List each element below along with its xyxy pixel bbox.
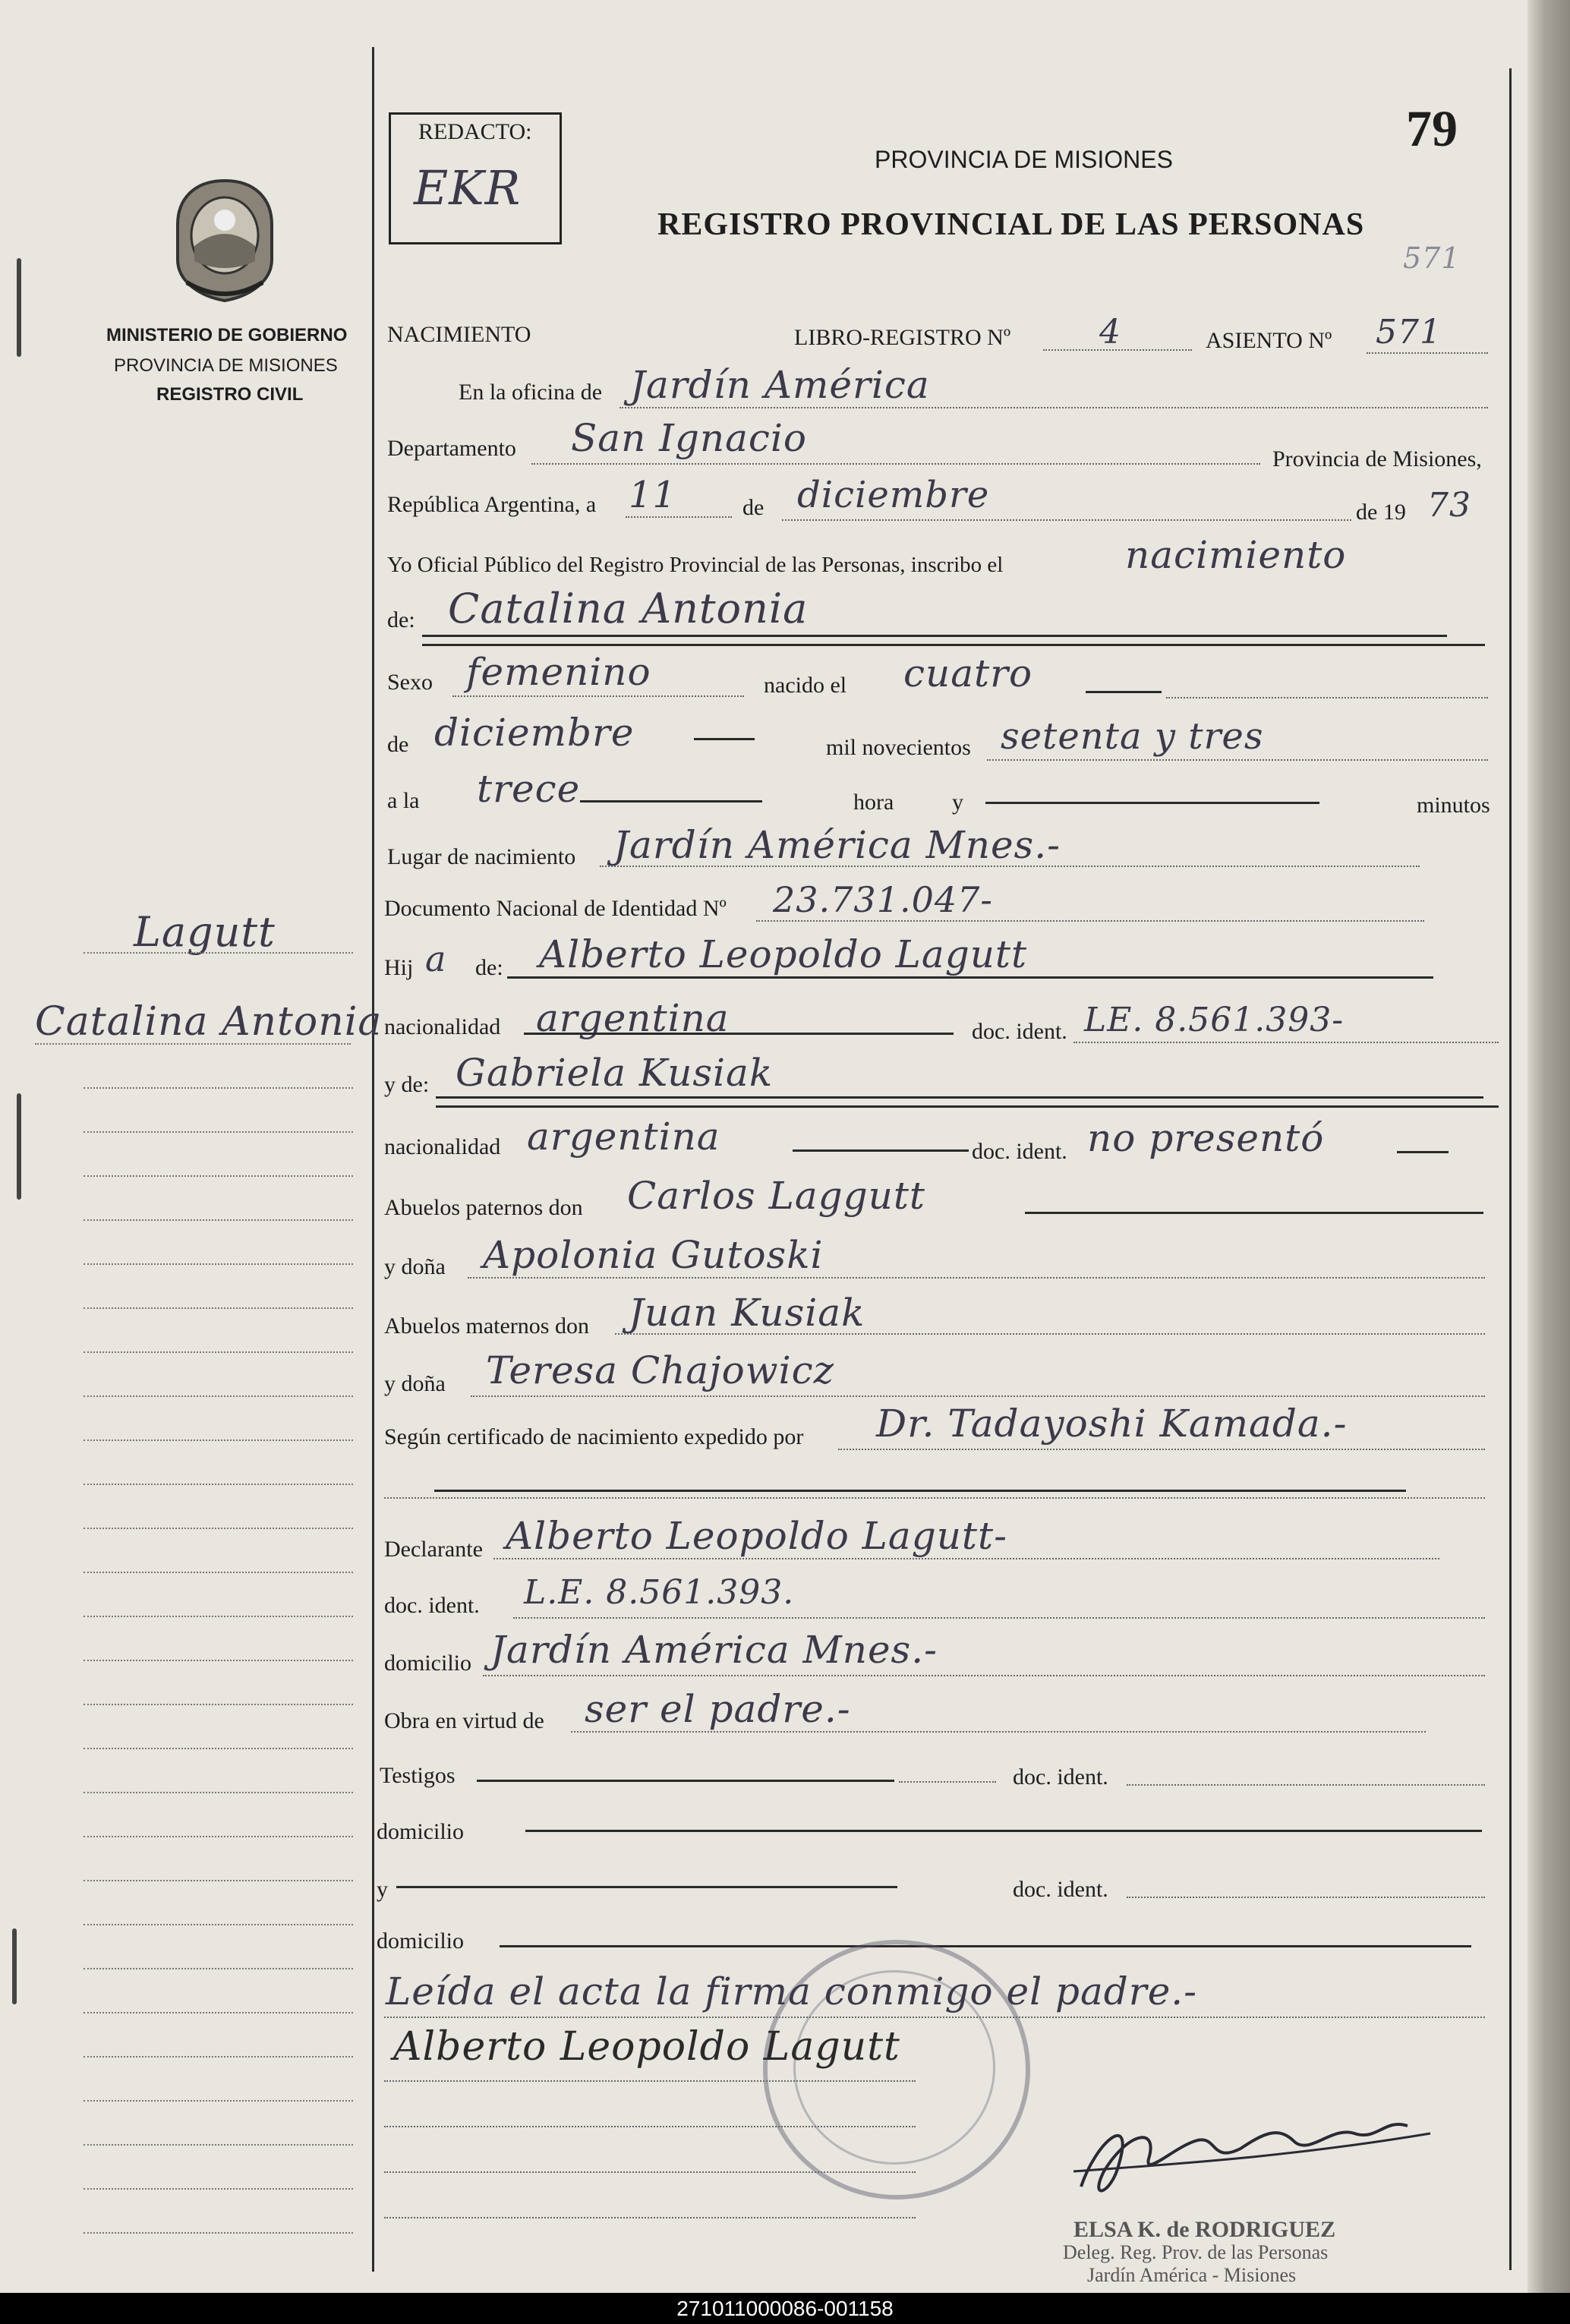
nacido-rule [1086,691,1162,693]
abmat2-value: Teresa Chajowicz [486,1348,834,1392]
margin-rule [84,1792,353,1793]
hora-label: hora [853,790,894,815]
abmat-label: Abuelos maternos don [384,1313,589,1339]
cert-label: Según certificado de nacimiento expedido por [384,1424,804,1449]
dni-value: 23.731.047- [773,879,993,920]
official-title: Deleg. Reg. Prov. de las Personas [1063,2241,1329,2263]
dia-value: 11 [629,474,677,516]
provincia-label: Provincia de Misiones, [1272,446,1482,471]
leida-rule [384,2017,1485,2018]
abpat-value: Carlos Laggutt [627,1174,926,1218]
domt2-label: domicilio [377,1928,464,1953]
sig-rule-4 [384,2217,916,2218]
docd-rule [513,1617,1485,1619]
margin-rule [84,1087,353,1089]
margin-rule [84,1219,353,1221]
margin-rule [84,1616,353,1617]
margin-rule [84,1351,353,1353]
abpat2-rule [468,1277,1485,1279]
margin-rule [84,2100,353,2102]
margin-rule [84,1572,353,1573]
cert-rule-3 [384,1497,1485,1499]
redacto-value: EKR [414,160,522,216]
ydona2-label: y doña [384,1371,446,1396]
margin-rule [84,1528,353,1529]
oficina-value: Jardín América [630,363,930,407]
province-title: PROVINCIA DE MISIONES [875,146,1173,173]
hij-de-label: de: [475,955,503,980]
margin-rule [35,1043,351,1045]
nac2-label: nacionalidad [384,1134,501,1159]
yt-label: y [377,1877,388,1902]
father-signature: Alberto Leopoldo Lagutt [393,2024,900,2070]
margin-rule [84,952,353,954]
document-id: 271011000086-001158 [676,2297,894,2320]
minutos-label: minutos [1417,793,1490,818]
nac1-rule [524,1033,954,1035]
anio-value: 73 [1427,486,1471,525]
binding-stitch [17,1093,21,1200]
oficina-label: En la oficina de [459,380,603,405]
official-name: ELSA K. de RODRIGUEZ [1073,2217,1336,2242]
margin-rule [84,1704,353,1705]
doct1-label: doc. ident. [1013,1764,1108,1790]
mes2-rule [694,738,755,740]
doct2-label: doc. ident. [1013,1877,1108,1902]
nac2-rule [793,1149,969,1152]
mil-value: setenta y tres [1001,715,1264,758]
ministry-label: MINISTERIO DE GOBIERNO [106,325,348,345]
abmat-value: Juan Kusiak [629,1291,865,1335]
margin-rule [84,1924,353,1925]
official-place: Jardín América - Misiones [1087,2264,1297,2286]
republica-label: República Argentina, a [387,492,597,517]
redacto-box [389,112,562,244]
mes2-value: diciembre [434,711,635,755]
doc1-rule [1073,1042,1499,1043]
asiento-label: ASIENTO Nº [1206,328,1332,353]
obra-rule [571,1731,1426,1733]
dni-rule [756,920,1424,922]
domicilio-value: Jardín América Mnes.- [490,1628,938,1672]
redacto-label: REDACTO: [418,119,532,144]
doct2-rule [1127,1897,1485,1898]
asiento-rule [1367,352,1488,354]
civil-registry-label: REGISTRO CIVIL [156,384,304,405]
padre-value: Alberto Leopoldo Lagutt [539,932,1028,976]
docd-value: L.E. 8.561.393. [524,1573,795,1612]
declarante-rule [493,1558,1439,1559]
testigos-label: Testigos [380,1763,456,1788]
obra-label: Obra en virtud de [384,1708,544,1733]
binding-stitch [12,1928,17,2004]
abmat2-rule [471,1395,1485,1397]
lugar-label: Lugar de nacimiento [387,844,576,869]
margin-surname: Lagutt [134,908,276,956]
ala-label: a la [387,788,420,813]
madre-rule [436,1096,1483,1099]
page-edge [1527,0,1570,2293]
margin-rule [84,1660,353,1661]
sig-rule-2 [384,2126,916,2127]
padre-rule [507,976,1433,979]
margin-rule [84,1263,353,1265]
margin-rule [84,1439,353,1441]
nac2-value: argentina [527,1115,720,1159]
y-label: y [952,790,963,815]
hora-value: trece [477,767,581,811]
libro-value: 4 [1099,313,1121,352]
asiento-value: 571 [1376,313,1442,352]
domt2-rule [500,1945,1471,1947]
mes-rule [782,519,1351,521]
margin-rule [84,1968,353,1969]
de-label: de [742,495,765,520]
libro-label: LIBRO-REGISTRO Nº [794,325,1011,350]
margin-rule [84,1131,353,1133]
oficial-value: nacimiento [1125,533,1347,577]
official-signature [1066,2080,1461,2217]
cert-rule [838,1449,1485,1450]
nac1-label: nacionalidad [384,1014,501,1039]
child-name-rule-2 [422,644,1485,646]
child-name-rule [422,635,1447,637]
hora-rule [580,800,762,803]
departamento-rule [531,463,1260,465]
sexo-value: femenino [466,650,651,694]
sexo-label: Sexo [387,670,433,695]
madre-rule-2 [436,1105,1499,1108]
doc1-value: LE. 8.561.393- [1084,1001,1345,1039]
de-colon-label: de: [387,607,415,632]
cert-value: Dr. Tadayoshi Kamada.- [876,1402,1348,1446]
yde-label: y de: [384,1072,430,1097]
mil-label: mil novecientos [826,735,971,760]
margin-rule [84,2188,353,2190]
abmat-rule [615,1333,1485,1335]
page-number: 79 [1406,99,1458,157]
testigos-rule [477,1780,894,1782]
right-frame-line [1509,68,1512,2270]
margin-rule [84,1880,353,1881]
testigos-dotted [899,1781,996,1783]
cert-rule-2 [434,1490,1406,1492]
hij-label: Hij [384,955,414,980]
lugar-value: Jardín América Mnes.- [613,823,1061,867]
anio-label: de 19 [1356,500,1406,525]
margin-rule [84,1307,353,1309]
domt1-rule [525,1830,1482,1832]
nacimiento-label: NACIMIENTO [387,322,531,347]
minutos-rule [985,802,1319,804]
left-province-label: PROVINCIA DE MISIONES [114,355,338,376]
binding-stitch [17,258,21,357]
pencil-annotation: 571 [1403,241,1461,275]
margin-rule [84,1748,353,1749]
document-id-bar [0,2293,1570,2324]
departamento-value: San Ignacio [571,416,808,460]
abpat2-value: Apolonia Gutoski [483,1233,824,1277]
departamento-label: Departamento [387,436,516,461]
declarante-value: Alberto Leopoldo Lagutt- [506,1514,1007,1558]
de2-label: de [387,732,409,757]
docd-label: doc. ident. [384,1593,480,1618]
sig-rule-3 [384,2171,916,2173]
nac1-value: argentina [536,996,730,1040]
domicilio-rule [483,1675,1485,1676]
doc2-rule [1397,1151,1449,1153]
oficial-text: Yo Oficial Público del Registro Provincial de las Personas, inscribo el [387,553,1004,577]
yt-rule [396,1886,897,1888]
doct1-rule [1127,1784,1485,1786]
declarante-label: Declarante [384,1537,483,1562]
sig-rule-1 [384,2080,916,2082]
dia-rule [626,516,732,518]
obra-value: ser el padre.- [585,1687,851,1731]
sexo-rule [452,695,744,697]
nacido-value: cuatro [903,651,1033,695]
mil-rule [987,759,1488,761]
child-name-value: Catalina Antonia [448,585,809,632]
lugar-rule [600,866,1420,867]
hij-suffix: a [425,938,447,979]
domt1-label: domicilio [377,1819,464,1844]
registry-title: REGISTRO PROVINCIAL DE LAS PERSONAS [657,207,1365,242]
margin-rule [84,1395,353,1397]
margin-rule [84,2012,353,2013]
ydona1-label: y doña [384,1254,446,1279]
madre-value: Gabriela Kusiak [456,1051,774,1095]
margin-rule [84,2056,353,2058]
abpat-label: Abuelos paternos don [384,1195,583,1220]
leida-text: Leída el acta la firma conmigo el padre.- [386,1969,1198,2013]
oficina-rule [619,407,1488,408]
doc1-label: doc. ident. [972,1019,1067,1044]
margin-rule [84,1175,353,1177]
dni-label: Documento Nacional de Identidad Nº [384,896,727,921]
coat-of-arms-seal [172,176,278,304]
margin-given-names: Catalina Antonia [35,999,383,1045]
margin-rule [84,1836,353,1837]
doc2-label: doc. ident. [972,1139,1067,1164]
nacido-dotted-rule [1166,697,1488,698]
margin-rule [84,1484,353,1485]
left-frame-line [372,47,374,2272]
mes-value: diciembre [797,474,990,516]
nacido-label: nacido el [764,673,847,698]
margin-rule [84,2144,353,2146]
abpat-rule [1025,1212,1483,1214]
domicilio-label: domicilio [384,1651,471,1676]
doc2-value: no presentó [1087,1116,1325,1160]
margin-rule [84,2232,353,2234]
